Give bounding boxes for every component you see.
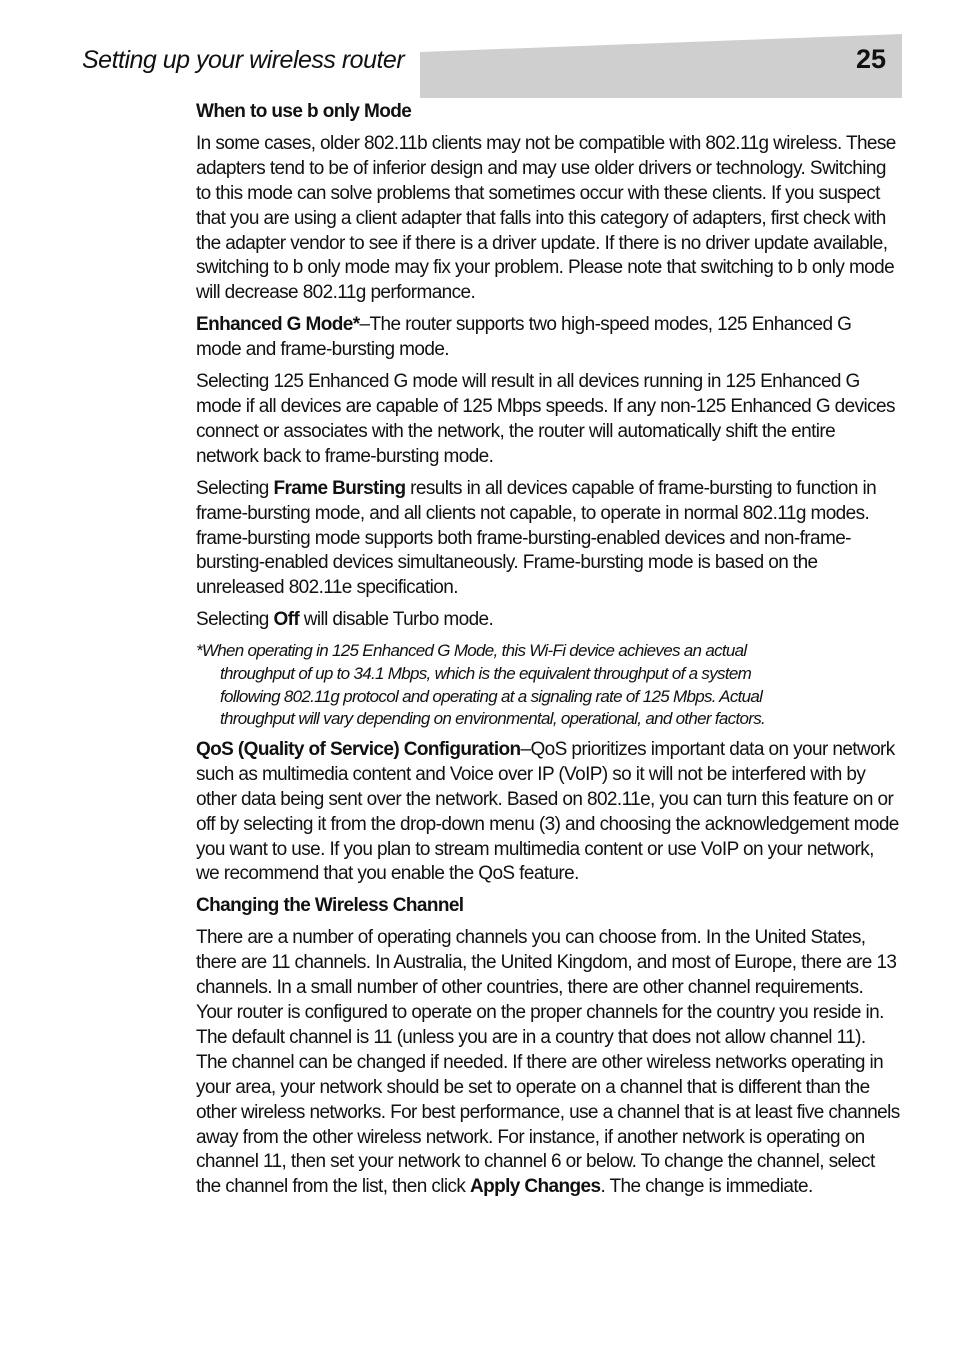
text-frame-bursting-rest: results in all devices capable of frame-bursting to function in frame-bursting mode, and all clients not capable, to operate in normal 802.11g modes. frame-bursting mode supports both frame-bursting-enabled devices and non-frame-bursting-enabled devices simultaneously. Frame-bursting mode is based on the unreleased 802.11e specification. xyxy=(196,477,877,599)
label-off: Off xyxy=(273,609,300,631)
paragraph-qos xyxy=(196,738,900,887)
running-title: Setting up your wireless router xyxy=(82,46,405,74)
label-enhanced-g-mode: Enhanced G Mode* xyxy=(196,314,360,336)
label-frame-bursting: Frame Bursting xyxy=(273,477,406,499)
paragraph-b-only-mode: In some cases, older 802.11b clients may not be compatible with 802.11g wireless. These adapters tend to be of inferior design and may use older drivers or technology. Switching to this mode can solve problems that sometimes occur with these clients. If you suspect that you are using a client adapter that falls into this category of adapters, first check with the adapter vendor to see if there is a driver update. If there is no driver update available, switching to b only mode may fix your problem. Please note that switching to b only mode will decrease 802.11g performance. xyxy=(196,132,896,304)
paragraph-enhanced-g-selection: Selecting 125 Enhanced G mode will result in all devices running in 125 Enhanced G mode if all devices are capable of 125 Mbps speeds. If any non-125 Enhanced G devices connect or associates with the network, the router will automatically shift the entire network back to frame-bursting mode. xyxy=(196,371,895,467)
heading-b-only-mode: When to use b only Mode xyxy=(196,101,412,122)
paragraph-frame-bursting xyxy=(196,477,900,602)
text-enhanced-g-intro: –The router supports two high-speed modes, 125 Enhanced G mode and frame-bursting mode. xyxy=(196,314,852,361)
page-number: 25 xyxy=(856,44,887,74)
text-off-rest: will disable Turbo mode. xyxy=(299,609,494,631)
text-frame-bursting-prefix: Selecting xyxy=(196,477,274,499)
heading-changing-wireless-channel: Changing the Wireless Channel xyxy=(196,895,464,917)
label-apply-changes: Apply Changes xyxy=(469,1176,601,1198)
label-qos-configuration: QoS (Quality of Service) Configuration xyxy=(196,738,521,760)
text-channel-body: There are a number of operating channels you can choose from. In the United States, there are 11 channels. In Australia, the United Kingdom, and most of Europe, there are 13 channels. In a small number of other countries, there are other channel requirements. Your router is configured to operate on the proper channels for the country you reside in. The default channel is 11 (unless you are in a country that does not allow channel 11). The channel can be changed if needed. If there are other wireless networks operating in your area, your network should be set to operate on a channel that is different than the other wireless networks. For best performance, use a channel that is at least five channels away from the other wireless network. For instance, if another network is operating on channel 11, then set your network to channel 6 or below. To change the channel, select the channel from the list, then click xyxy=(196,927,900,1198)
header-band-shape xyxy=(420,34,902,98)
text-off-prefix: Selecting xyxy=(196,609,274,631)
text-qos-body: –QoS prioritizes important data on your network such as multimedia content and Voice over IP (VoIP) so it will not be interfered with by other data being sent over the network. Based on 802.11e, you can turn this feature on or off by selecting it from the drop-down menu (3) and choosing the acknowledgement mode you want to use. If you plan to stream multimedia content or use VoIP on your network, we recommend that you enable the QoS feature. xyxy=(196,738,899,885)
paragraph-off xyxy=(196,608,900,633)
footnote-enhanced-g: *When operating in 125 Enhanced G Mode, this Wi-Fi device achieves an actual throughput of up to 34.1 Mbps, which is the equivalent throughput of a system following 802.11g protocol and operating at a signaling rate of 125 Mbps. Actual throughput will vary depending on environmental, operational, and other factors. xyxy=(196,641,766,729)
paragraph-wireless-channel xyxy=(196,926,900,1200)
page-content xyxy=(196,100,900,1207)
text-channel-suffix: . The change is immediate. xyxy=(600,1176,813,1198)
page-header xyxy=(0,30,954,100)
paragraph-enhanced-g-intro xyxy=(196,313,900,363)
